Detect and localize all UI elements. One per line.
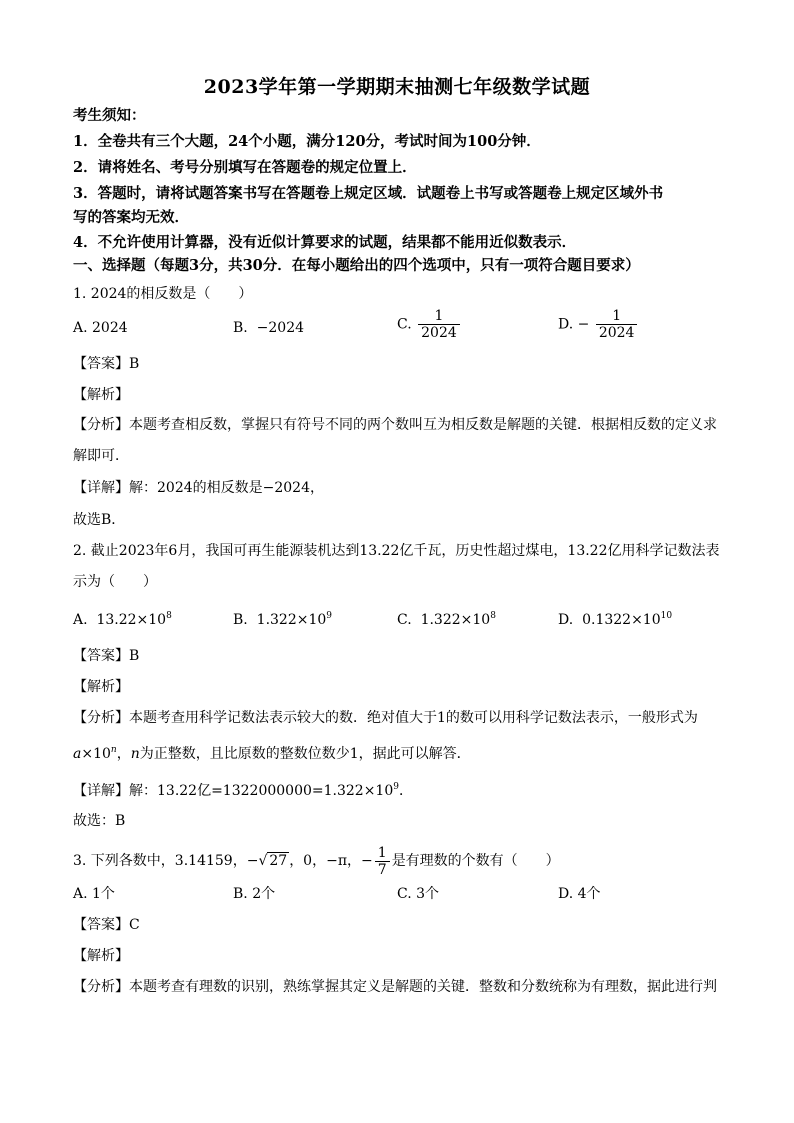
- q2-option-c-exponent: 8: [490, 611, 496, 621]
- sqrt-icon: √: [258, 853, 268, 869]
- q2-option-b-label: B.: [233, 612, 248, 628]
- q1-detail: 【详解】解：2024的相反数是−2024，: [73, 480, 324, 496]
- q2-analysis-exp-n: n: [110, 745, 117, 755]
- q1-conclusion: 故选B．: [73, 512, 126, 528]
- q1-option-d-numerator: 1: [612, 308, 622, 324]
- notice-item-1: 1．全卷共有三个大题，24个小题，满分120分，考试时间为100分钟．: [73, 133, 541, 150]
- q2-analysis-line-2: [73, 740, 471, 764]
- q2-option-d: [558, 606, 672, 630]
- q1-option-c-label: C.: [397, 316, 412, 333]
- q2-analysis-rest: 为正整数，且比原数的整数位数少1，据此可以解答．: [139, 746, 471, 762]
- q2-option-b-exponent: 9: [326, 611, 333, 621]
- q3-option-c: C. 3个: [397, 886, 440, 902]
- q1-option-d-sign: −: [577, 316, 590, 333]
- section-heading: 一、选择题（每题3分，共30分．在每小题给出的四个选项中，只有一项符合题目要求）: [73, 257, 640, 274]
- q2-option-b: [233, 606, 332, 630]
- q2-option-d-base: 0.1322×10: [582, 612, 661, 628]
- page-title: 2023学年第一学期期末抽测七年级数学试题: [203, 76, 591, 98]
- q2-detail-exponent: 9: [393, 782, 399, 792]
- q3-sqrt-argument: 27: [269, 853, 288, 869]
- q1-option-c-numerator: 1: [434, 308, 444, 324]
- q3-option-d: D. 4个: [558, 886, 601, 902]
- q2-option-a-base: 13.22×10: [96, 612, 167, 628]
- q2-option-b-base: 1.322×10: [256, 612, 327, 628]
- q2-option-d-exponent: 10: [660, 611, 673, 621]
- q3-stem-neg: −: [246, 853, 259, 869]
- q2-option-c-label: C.: [397, 612, 412, 628]
- q2-analysis-times-ten: ×10: [81, 746, 111, 762]
- notice-item-3-cont: 写的答案均无效．: [73, 209, 189, 226]
- notice-heading: 考生须知：: [73, 107, 146, 124]
- q3-analysis-heading: 【解析】: [73, 948, 129, 964]
- q2-analysis-line-1: 【分析】本题考查用科学记数法表示较大的数．绝对值大于1的数可以用科学记数法表示，一般形式为: [73, 710, 698, 726]
- q2-analysis-heading: 【解析】: [73, 679, 129, 695]
- q1-option-a-label: A.: [73, 320, 88, 336]
- q1-option-a-text: 2024: [92, 320, 128, 336]
- q1-analysis-line-1: 【分析】本题考查相反数，掌握只有符号不同的两个数叫互为相反数是解题的关键．根据相反数的定义求: [73, 417, 717, 433]
- notice-item-4: 4．不允许使用计算器，没有近似计算要求的试题，结果都不能用近似数表示．: [73, 234, 577, 251]
- q3-stem: [73, 844, 560, 878]
- q2-detail: [73, 777, 413, 801]
- q3-stem-end: 是有理数的个数有（ ）: [391, 853, 560, 869]
- q3-option-b: B. 2个: [233, 886, 276, 902]
- q2-option-c: [397, 606, 496, 630]
- q2-option-a-label: A.: [73, 612, 88, 628]
- q1-option-d-label: D.: [558, 316, 574, 333]
- q2-analysis-comma: ，: [116, 746, 131, 762]
- q3-frac-sign: −: [361, 853, 373, 869]
- q1-option-a: [73, 318, 128, 338]
- q1-option-d: [558, 308, 639, 341]
- q3-stem-mid: ，0，−π，: [289, 853, 362, 869]
- q2-answer: 【答案】B: [73, 648, 140, 664]
- q2-option-c-base: 1.322×10: [420, 612, 491, 628]
- q2-option-a-exponent: 8: [166, 611, 172, 621]
- q2-detail-base: 【详解】解：13.22亿=1322000000=1.322×10: [73, 783, 394, 799]
- q1-stem: 1. 2024的相反数是（ ）: [73, 286, 253, 302]
- q3-fraction-denominator: 7: [375, 861, 390, 878]
- q2-option-a: [73, 606, 172, 630]
- q1-answer: 【答案】B: [73, 356, 140, 372]
- q2-stem-line-1: 2. 截止2023年6月，我国可再生能源装机达到13.22亿千瓦，历史性超过煤电，13.22亿用科学记数法表: [73, 543, 720, 559]
- q3-answer: 【答案】C: [73, 917, 140, 933]
- q1-option-c-fraction: [418, 308, 460, 341]
- q2-analysis-var-n: n: [130, 746, 140, 762]
- q1-option-c-denominator: 2024: [418, 324, 460, 341]
- q1-option-c: [397, 308, 462, 341]
- notice-item-3: 3．答题时，请将试题答案书写在答题卷上规定区域．试题卷上书写或答题卷上规定区域外书: [73, 185, 664, 202]
- q1-option-b-label: B.: [233, 320, 248, 336]
- q3-analysis-line-1: 【分析】本题考查有理数的识别，熟练掌握其定义是解题的关键．整数和分数统称为有理数，据此进行判: [73, 979, 717, 995]
- q3-fraction: [375, 845, 390, 878]
- q1-option-b-text: −2024: [256, 320, 305, 336]
- q2-conclusion: 故选：B: [73, 813, 126, 829]
- q1-option-d-denominator: 2024: [596, 324, 638, 341]
- q2-stem-line-2: 示为（ ）: [73, 574, 157, 590]
- notice-item-2: 2．请将姓名、考号分别填写在答题卷的规定位置上．: [73, 159, 417, 176]
- q2-option-d-label: D.: [558, 612, 574, 628]
- q2-detail-end: ．: [398, 783, 413, 799]
- q3-stem-start: 3. 下列各数中，3.14159，: [73, 853, 247, 869]
- q1-option-b: [233, 318, 304, 338]
- q1-analysis-line-2: 解即可．: [73, 448, 129, 464]
- q3-option-a: A. 1个: [73, 886, 115, 902]
- q1-option-d-fraction: [596, 308, 638, 341]
- q3-fraction-numerator: 1: [377, 844, 387, 861]
- q1-analysis-heading: 【解析】: [73, 387, 129, 403]
- q2-analysis-var-a: a: [73, 746, 82, 762]
